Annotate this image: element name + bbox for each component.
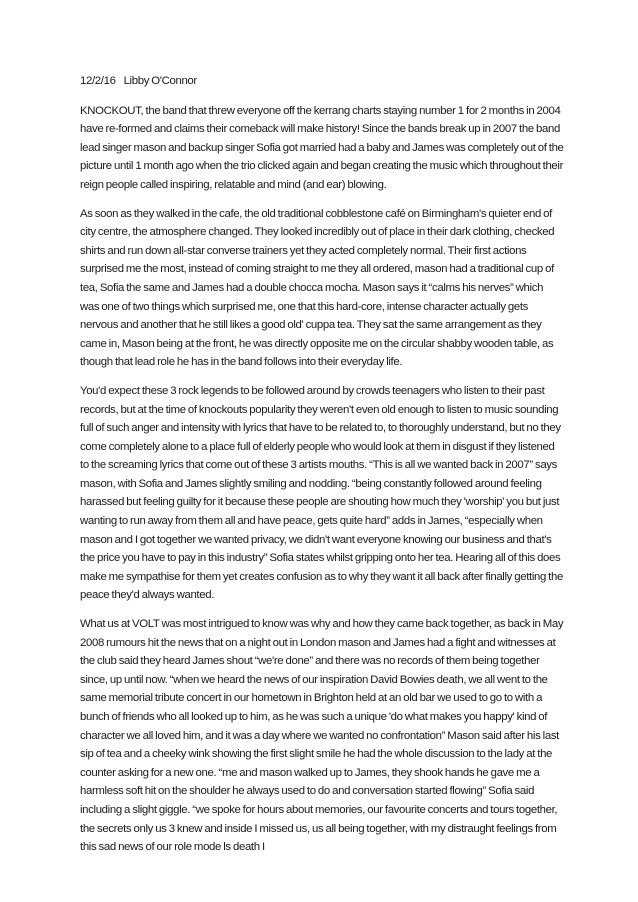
paragraph-intro: KNOCKOUT, the band that threw everyone off the kerrang charts staying number 1 for 2 months in 2004 have re-formed and claims their comeback will make history! Since the bands break up in 2007 the band lead singer mason and backup singer Sofia got married had a baby and James was completely out of the picture until 1 month ago when the trio clicked again and began creating the music which throughout their reign people called inspiring, relatable and mind (and ear) blowing. [80, 104, 564, 191]
article-author: Libby O'Connor [123, 75, 197, 87]
article-header [80, 72, 564, 91]
article-date: 12/2/16 [80, 75, 116, 87]
paragraph-fame: You'd expect these 3 rock legends to be followed around by crowds teenagers who listen to their past records, but at the time of knockouts popularity they weren't even old enough to listen to music sounding full of such anger and intensity with lyrics that have to be related to, to thoroughly understand, but no they come completely alone to a place full of elderly people who would look at them in disgust if they listened to the screaming lyrics that come out of these 3 artists mouths. “This is all we wanted back in 2007” says mason, with Sofia and James slightly smiling and nodding. “being constantly followed around feeling harassed but feeling guilty for it because these people are shouting how much they 'worship' you but just wanting to run away from them all and have peace, gets quite hard” adds in James, “especially when mason and I got together we wanted privacy, we didn't want everyone knowing our business and that's the price you have to pay in this industry” Sofia states whilst gripping onto her tea. Hearing all of this does make me sympathise for them yet creates confusion as to why they want it all back after finally getting the peace they'd always wanted. [80, 384, 563, 602]
paragraph-reunion: What us at VOLT was most intrigued to know was why and how they came back together, as back in May 2008 rumours hit the news that on a night out in London mason and James had a fight and witnesses at the club said they heard James shout “we're done” and there was no records of them being together since, up until now. “when we heard the news of our inspiration David Bowies death, we all went to the same memorial tribute concert in our hometown in Brighton held at an old bar we used to go to with a bunch of friends who all looked up to him, as he was such a unique 'do what makes you happy' kind of character we all loved him, and it was a day where we wanted no confrontation” Mason said after his last sip of tea and a cheeky wink showing the first slight smile he had the whole discussion to the lady at the counter asking for a new one. “me and mason walked up to James, they shook hands he gave me a harmless soft hit on the shoulder he always used to do and conversation started flowing” Sofia said including a slight giggle. “we spoke for hours about memories, our favourite concerts and tours together, the secrets only us 3 knew and inside I missed us, us all being together, with my distraught feelings from this sad news of our role mode ls death I [80, 618, 564, 854]
paragraph-cafe: As soon as they walked in the cafe, the old traditional cobblestone café on Birmingham's quieter end of city centre, the atmosphere changed. They looked incredibly out of place in their dark clothing, checked shirts and run down all-star converse trainers yet they acted completely normal. Their first actions surprised me the most, instead of coming straight to me they all ordered, mason had a traditional cup of tea, Sofia the same and James had a double chocca mocha. Mason says it “calms his nerves” which was one of two things which surprised me, one that this hard-core, intense character actually gets nervous and another that he still likes a good old' cuppa tea. They sat the same arrangement as they came in, Mason being at the front, he was directly opposite me on the circular shabby wooden table, as though that lead role he has in the band follows into their everyday life. [80, 207, 555, 369]
document-page [80, 72, 564, 867]
